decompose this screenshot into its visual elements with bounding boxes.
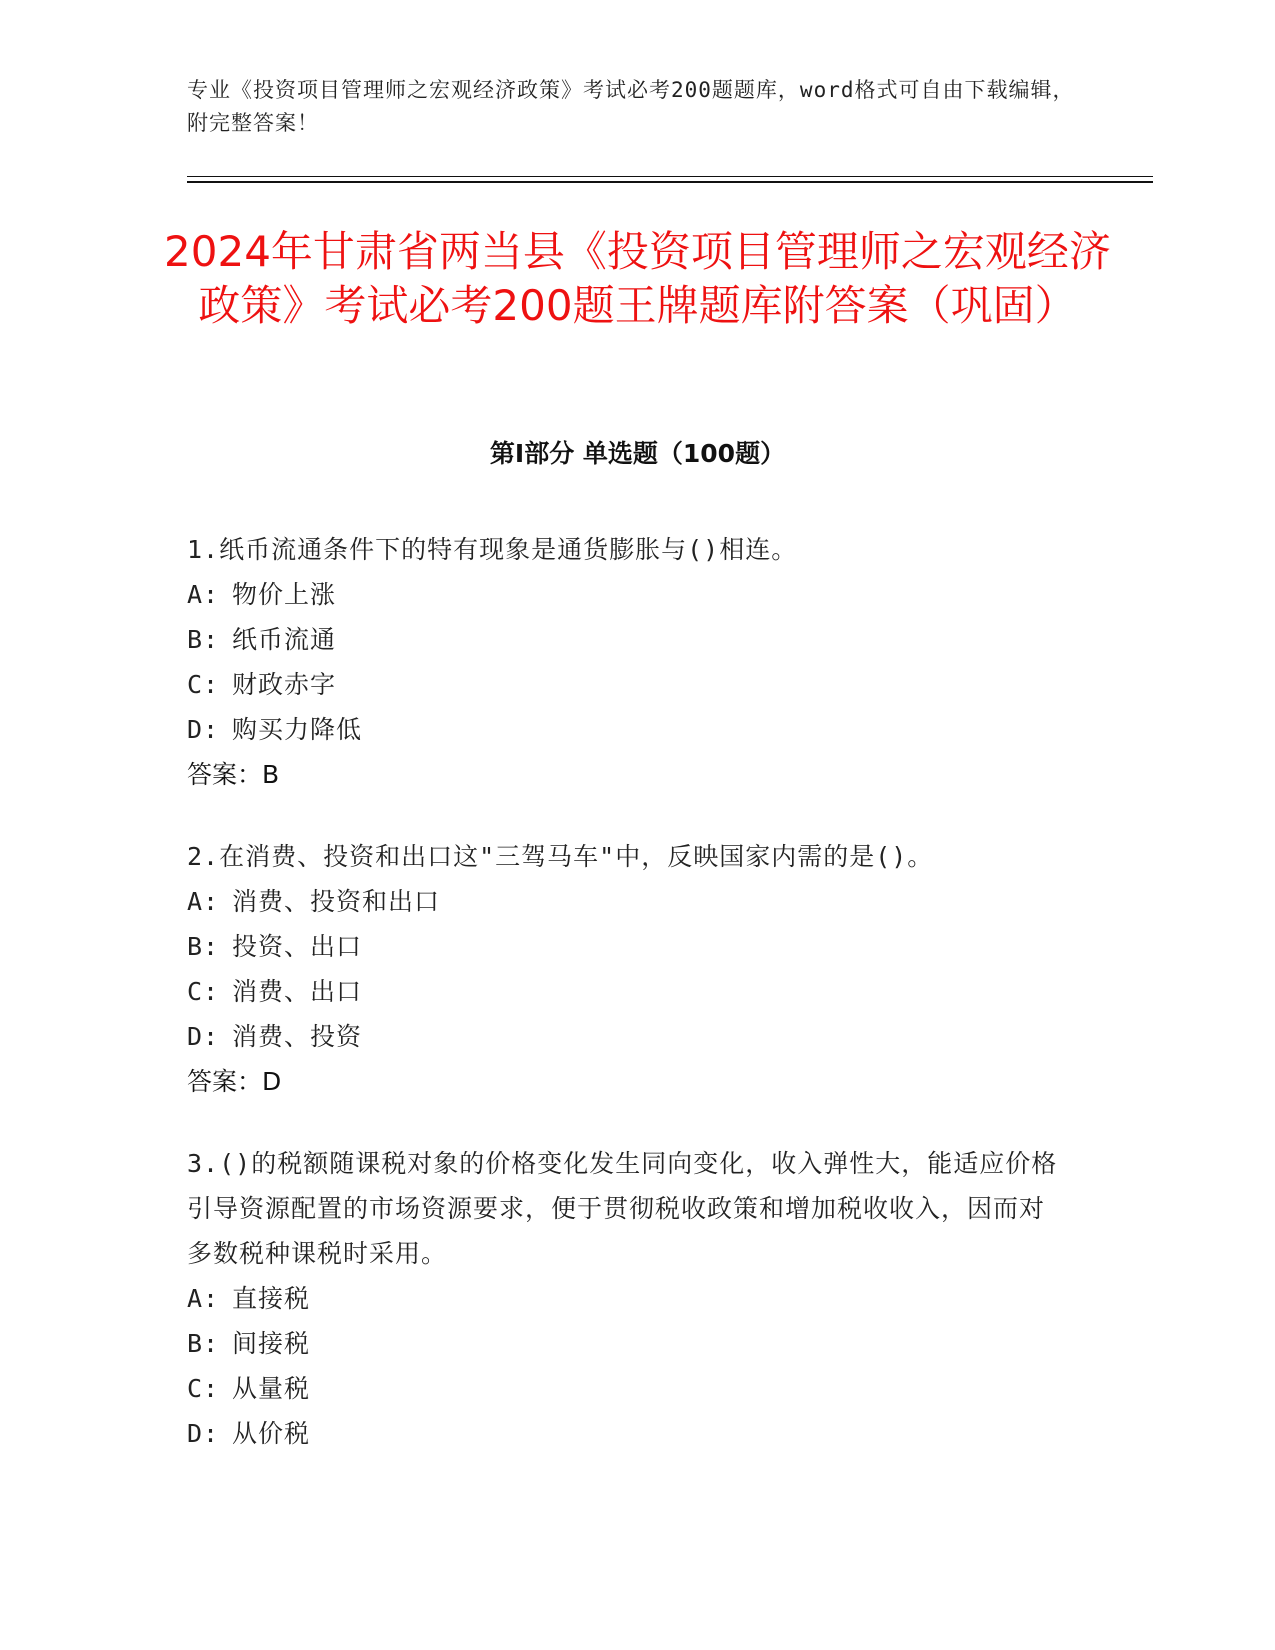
header-divider-thick xyxy=(187,181,1153,183)
option-text: 投资、出口 xyxy=(232,932,363,961)
option-text: 消费、出口 xyxy=(232,977,363,1006)
option-text: 纸币流通 xyxy=(232,625,337,654)
option-a xyxy=(187,879,1067,924)
answer-label: 答案：B xyxy=(187,760,280,789)
option-text: 购买力降低 xyxy=(232,715,363,744)
question-3 xyxy=(187,1141,1067,1456)
option-letter: A: xyxy=(187,887,220,916)
option-d xyxy=(187,1411,1067,1456)
option-a xyxy=(187,1276,1067,1321)
option-letter: A: xyxy=(187,1284,220,1313)
option-letter: C: xyxy=(187,977,220,1006)
option-letter: C: xyxy=(187,1374,220,1403)
option-text: 间接税 xyxy=(232,1329,311,1358)
option-letter: B: xyxy=(187,625,220,654)
option-text: 消费、投资和出口 xyxy=(232,887,441,916)
option-text: 消费、投资 xyxy=(232,1022,363,1051)
option-b xyxy=(187,617,1067,662)
option-c xyxy=(187,662,1067,707)
option-d xyxy=(187,707,1067,752)
option-letter: C: xyxy=(187,670,220,699)
option-b xyxy=(187,924,1067,969)
question-2 xyxy=(187,834,1067,1104)
option-text: 从量税 xyxy=(232,1374,311,1403)
question-stem: 2.在消费、投资和出口这"三驾马车"中，反映国家内需的是()。 xyxy=(187,842,934,871)
option-letter: B: xyxy=(187,932,220,961)
header-divider-thin xyxy=(187,176,1153,177)
option-d xyxy=(187,1014,1067,1059)
document-title: 2024年甘肃省两当县《投资项目管理师之宏观经济政策》考试必考200题王牌题库附答案（巩固） xyxy=(164,227,1111,330)
option-text: 从价税 xyxy=(232,1419,311,1448)
option-text: 财政赤字 xyxy=(232,670,337,699)
question-stem: 1.纸币流通条件下的特有现象是通货膨胀与()相连。 xyxy=(187,535,798,564)
option-letter: D: xyxy=(187,1022,220,1051)
question-stem: 3.()的税额随课税对象的价格变化发生同向变化，收入弹性大，能适应价格引导资源配置的市场资源要求，便于贯彻税收政策和增加税收收入，因而对多数税种课税时采用。 xyxy=(187,1149,1058,1268)
option-letter: A: xyxy=(187,580,220,609)
option-c xyxy=(187,1366,1067,1411)
section-title: 第Ⅰ部分 单选题（100题） xyxy=(489,439,786,468)
option-a xyxy=(187,572,1067,617)
option-text: 直接税 xyxy=(232,1284,311,1313)
question-1 xyxy=(187,527,1067,797)
option-text: 物价上涨 xyxy=(232,580,337,609)
option-letter: D: xyxy=(187,715,220,744)
question-list xyxy=(187,527,1067,1493)
option-c xyxy=(187,969,1067,1014)
header-note: 专业《投资项目管理师之宏观经济政策》考试必考200题题库，word格式可自由下载编辑，附完整答案！ xyxy=(187,78,1075,135)
answer-label: 答案：D xyxy=(187,1067,282,1096)
option-letter: B: xyxy=(187,1329,220,1358)
option-letter: D: xyxy=(187,1419,220,1448)
option-b xyxy=(187,1321,1067,1366)
